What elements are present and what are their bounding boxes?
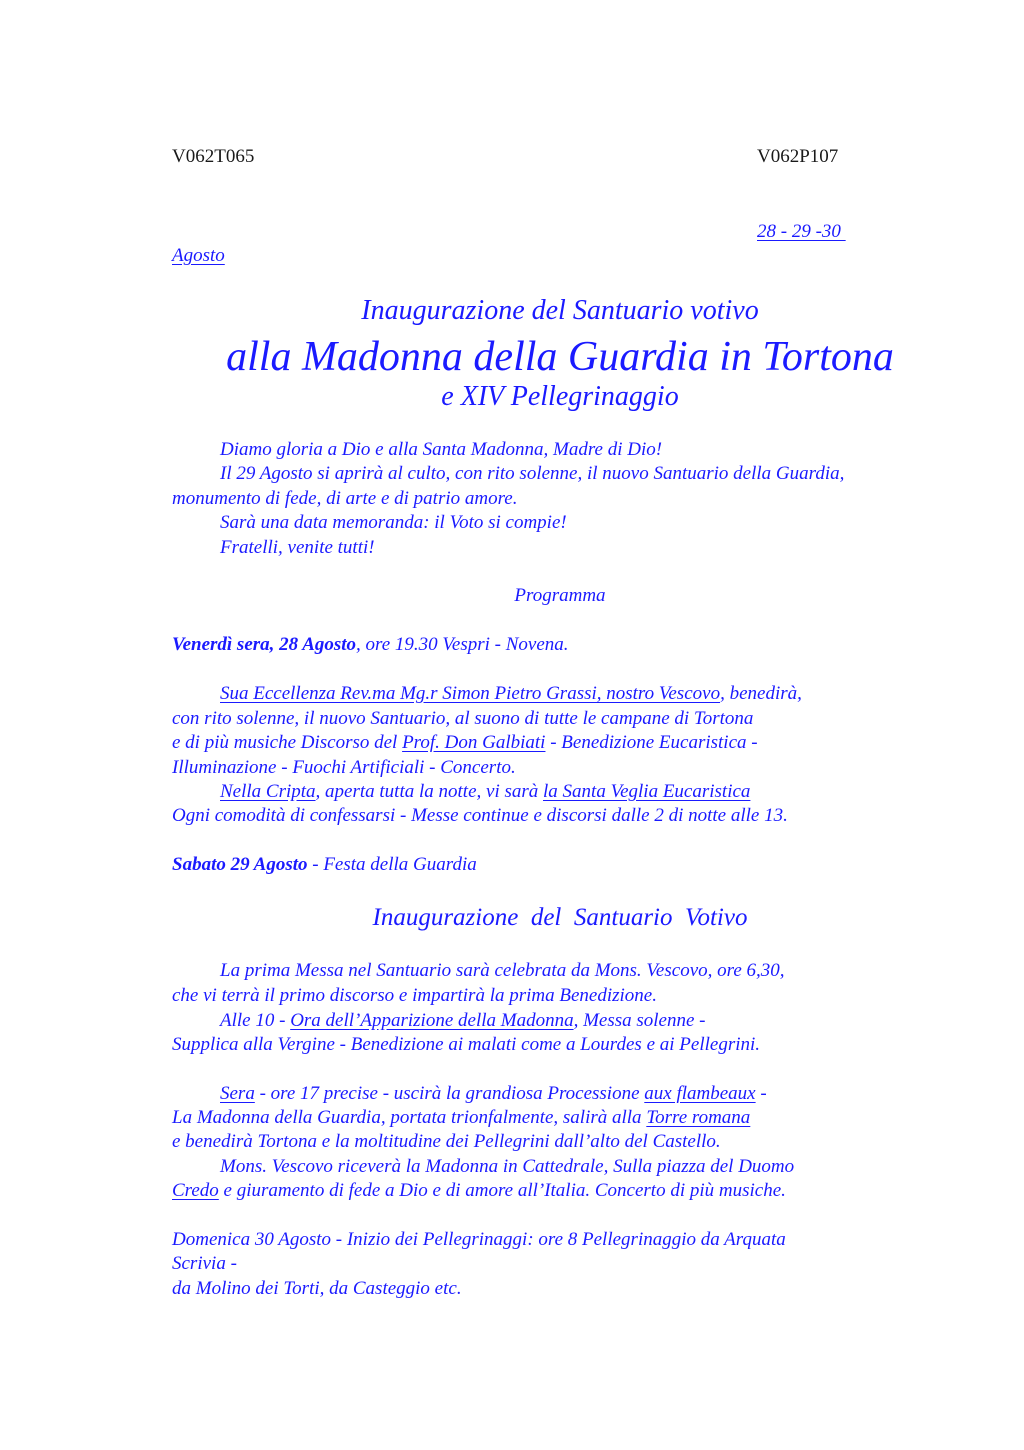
saturday-p1-line-1: La prima Messa nel Santuario sarà celebrata da Mons. Vescovo, ore 6,30,	[220, 960, 785, 981]
intro-line-5: Fratelli, venite tutti!	[220, 537, 375, 558]
title-line-2: alla Madonna della Guardia in Tortona	[226, 334, 894, 380]
speaker-name: Prof. Don Galbiati	[402, 732, 546, 753]
friday-p2-line-2: Ogni comodità di confessarsi - Messe continue e discorsi dalle 2 di notte alle 13.	[172, 805, 788, 826]
saturday-p3-line-1: Sera - ore 17 precise - uscirà la grandiosa Processione aux flambeaux -	[220, 1083, 767, 1104]
intro-line-3: monumento di fede, di arte e di patrio amore.	[172, 488, 518, 509]
programma-heading: Programma	[514, 585, 606, 606]
saturday-p3-line-2: La Madonna della Guardia, portata trionfalmente, salirà alla Torre romana	[172, 1107, 751, 1128]
friday-heading	[172, 634, 569, 656]
friday-p2-line-1: Nella Cripta, aperta tutta la notte, vi sarà la Santa Veglia Eucaristica	[220, 781, 751, 802]
intro-line-4: Sarà una data memoranda: il Voto si compie!	[220, 512, 567, 533]
date-line-1: 28 - 29 -30	[757, 221, 846, 242]
sunday-line-2: Scrivia -	[172, 1253, 237, 1274]
sunday-line-1: Domenica 30 Agosto - Inizio dei Pellegrinaggi: ore 8 Pellegrinaggio da Arquata	[172, 1229, 786, 1250]
saturday-p3-line-3: e benedirà Tortona e la moltitudine dei Pellegrini dall’alto del Castello.	[172, 1131, 721, 1152]
friday-date: Venerdì sera, 28 Agosto	[172, 634, 357, 655]
document-code-right: V062P107	[757, 146, 839, 167]
saturday-p2-line-1: Alle 10 - Ora dell’Apparizione della Madonna, Messa solenne -	[220, 1010, 706, 1031]
intro-line-1: Diamo gloria a Dio e alla Santa Madonna, Madre di Dio!	[220, 439, 663, 460]
document-code-left: V062T065	[172, 146, 255, 167]
title-line-1: Inaugurazione del Santuario votivo	[361, 295, 759, 326]
intro-line-2: Il 29 Agosto si aprirà al culto, con rito solenne, il nuovo Santuario della Guardia,	[220, 463, 845, 484]
friday-p1-line-4: Illuminazione - Fuochi Artificiali - Concerto.	[172, 757, 516, 778]
title-line-3: e XIV Pellegrinaggio	[441, 381, 679, 412]
friday-p1-line-1: Sua Eccellenza Rev.ma Mg.r Simon Pietro Grassi, nostro Vescovo, benedirà,	[220, 683, 802, 704]
friday-p1-line-2: con rito solenne, il nuovo Santuario, al suono di tutte le campane di Tortona	[172, 708, 754, 729]
bishop-name: Sua Eccellenza Rev.ma Mg.r Simon Pietro Grassi, nostro Vescovo	[220, 683, 721, 704]
saturday-p3-line-5: Credo e giuramento di fede a Dio e di amore all’Italia. Concerto di più musiche.	[172, 1180, 786, 1201]
sunday-line-3: da Molino dei Torti, da Casteggio etc.	[172, 1278, 462, 1299]
date-line-2: Agosto	[172, 245, 225, 266]
friday-p1-line-3: e di più musiche Discorso del Prof. Don Galbiati - Benedizione Eucaristica -	[172, 732, 758, 753]
saturday-heading: Sabato 29 Agosto - Festa della Guardia	[172, 854, 477, 875]
friday-time: , ore 19.30 Vespri - Novena.	[356, 634, 569, 655]
saturday-date: Sabato 29 Agosto	[172, 854, 308, 875]
saturday-p2-line-2: Supplica alla Vergine - Benedizione ai malati come a Lourdes e ai Pellegrini.	[172, 1034, 761, 1055]
saturday-subtitle: Inaugurazione del Santuario Votivo	[372, 904, 748, 931]
saturday-p3-line-4: Mons. Vescovo riceverà la Madonna in Cattedrale, Sulla piazza del Duomo	[220, 1156, 795, 1177]
saturday-p1-line-2: che vi terrà il primo discorso e impartirà la prima Benedizione.	[172, 985, 657, 1006]
